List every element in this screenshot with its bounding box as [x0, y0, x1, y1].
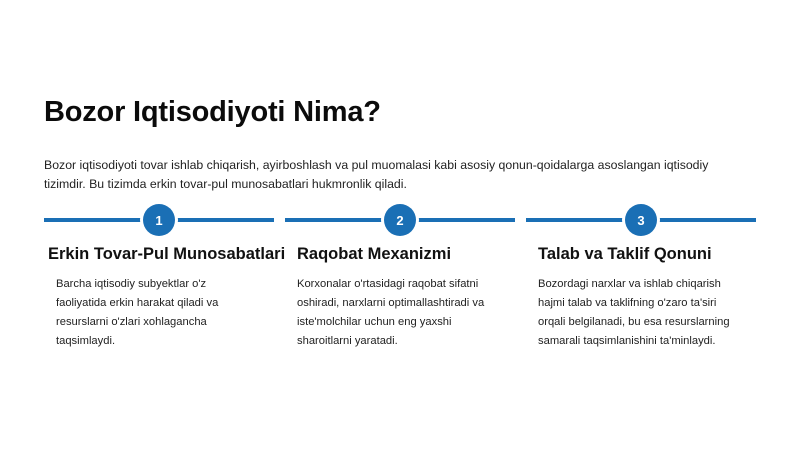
step-1-title: Erkin Tovar-Pul Munosabatlari [48, 245, 286, 263]
step-3-description: Bozordagi narxlar va ishlab chiqarish hajmi talab va taklifning o'zaro ta'siri orqali belgilanadi, bu esa resurslarning samarali taqsimlanishini ta'minlaydi. [538, 278, 730, 347]
step-3-number-badge: 3 [625, 204, 657, 236]
intro-paragraph: Bozor iqtisodiyoti tovar ishlab chiqarish, ayirboshlash va pul muomalasi kabi asosiy qonun-qoidalarga asoslangan iqtisodiy tizimdir. Bu tizimda erkin tovar-pul munosabatlari hukmronlik qiladi. [44, 158, 709, 191]
slide-title: Bozor Iqtisodiyoti Nima? [44, 96, 381, 128]
step-1-description: Barcha iqtisodiy subyektlar o'z faoliyatida erkin harakat qiladi va resurslarni o'zlari xohlagancha taqsimlaydi. [56, 278, 219, 347]
step-3-title: Talab va Taklif Qonuni [538, 245, 712, 263]
step-1-number-badge: 1 [143, 204, 175, 236]
step-2-title: Raqobat Mexanizmi [297, 245, 452, 263]
step-2-number-badge: 2 [384, 204, 416, 236]
step-2-description: Korxonalar o'rtasidagi raqobat sifatni oshiradi, narxlarni optimallashtiradi va iste'molchilar uchun eng yaxshi sharoitlarni yaratadi. [297, 278, 485, 347]
